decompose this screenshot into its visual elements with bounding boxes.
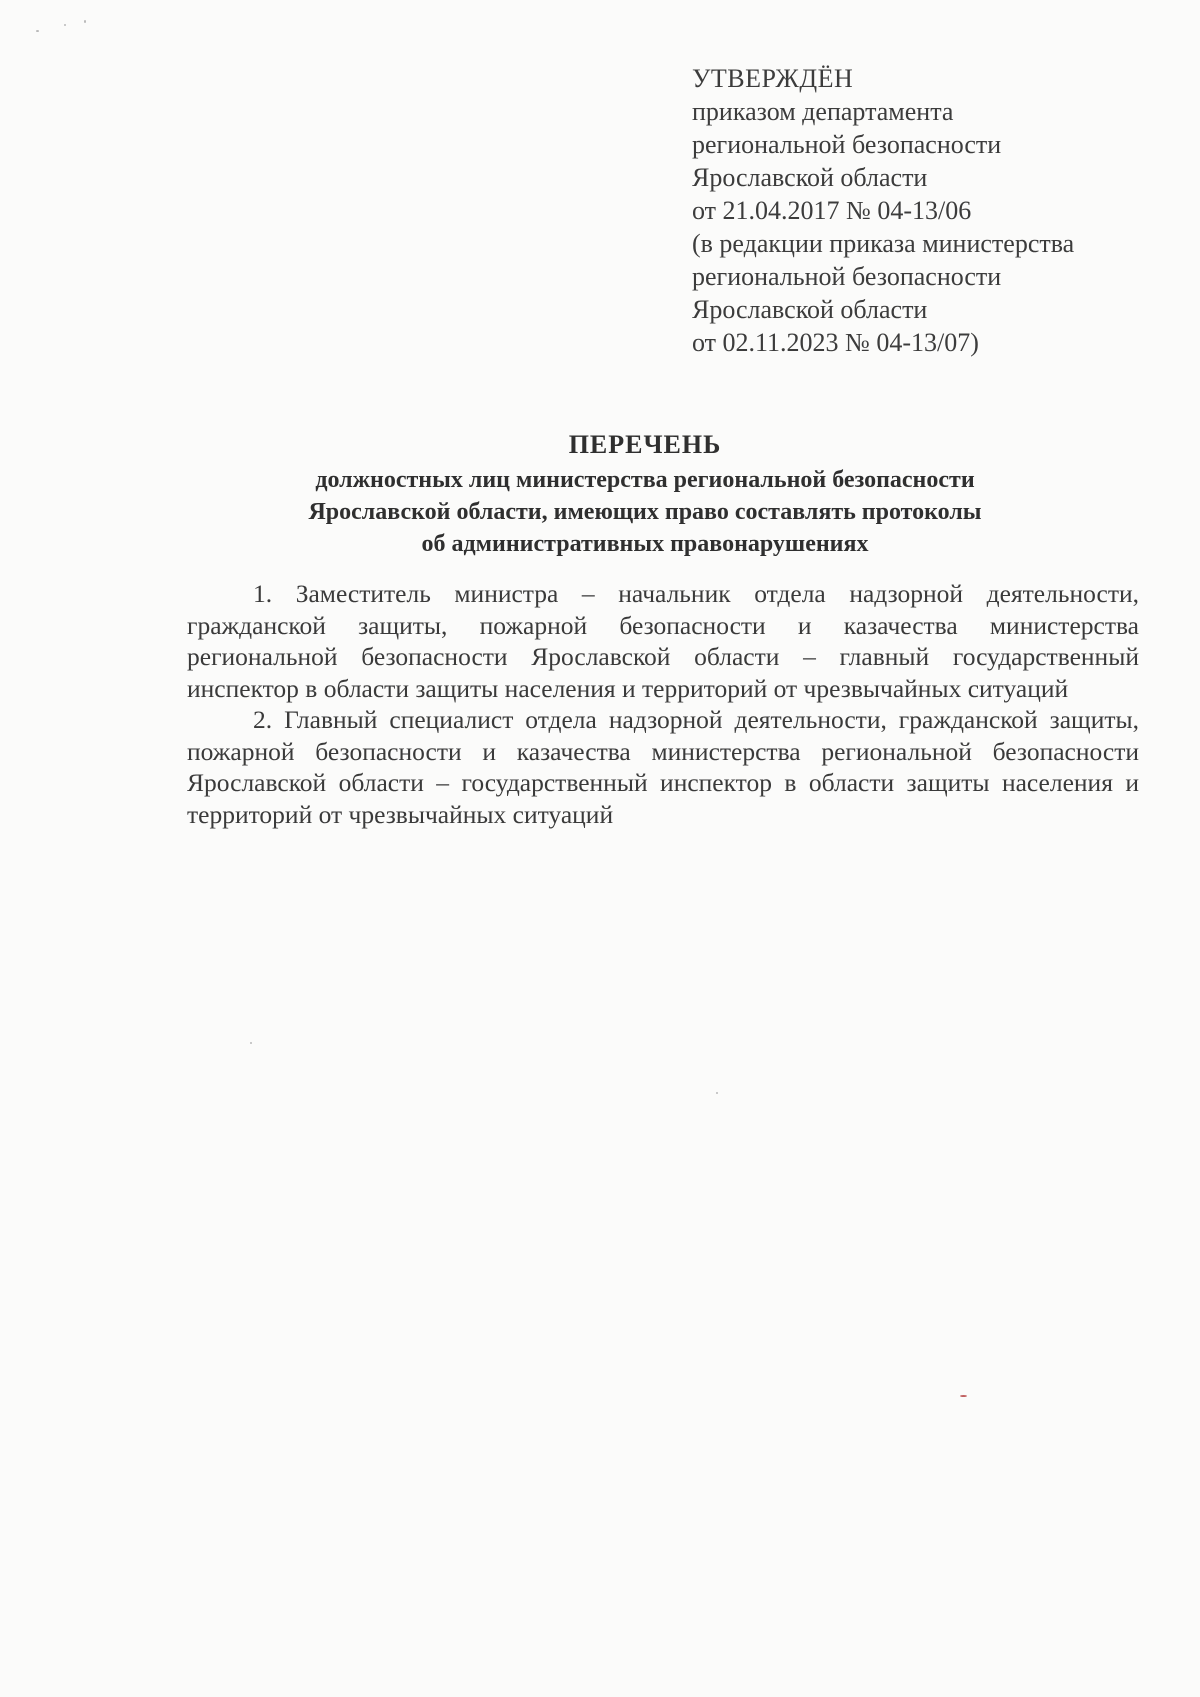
scan-speck [960, 1395, 967, 1397]
scan-speck [250, 1042, 252, 1044]
approval-line: региональной безопасности [692, 130, 1002, 159]
document-title [180, 428, 1110, 560]
list-item: 1. Заместитель министра – начальник отдела надзорной деятельности, гражданской защиты, пожарной безопасности и казачества министерства региональной безопасности Ярославской области – главный государственный инспектор в области защиты населения и территорий от чрезвычайных ситуаций [187, 579, 1139, 703]
scan-speck [84, 20, 86, 23]
title-subline: Ярославской области, имеющих право составлять протоколы [308, 499, 982, 525]
approval-line: (в редакции приказа министерства [692, 229, 1075, 258]
scan-speck [716, 1092, 718, 1094]
approval-line: Ярославской области [692, 295, 928, 324]
approval-line: региональной безопасности [692, 262, 1002, 291]
title-main: ПЕРЕЧЕНЬ [568, 430, 722, 459]
approval-amendment-date: от 02.11.2023 № 04-13/07) [692, 328, 979, 357]
approval-stamp-block [692, 62, 1112, 359]
approval-line: приказом департамента [692, 97, 954, 126]
approval-order-date: от 21.04.2017 № 04-13/06 [692, 196, 972, 225]
approval-line: Ярославской области [692, 163, 928, 192]
scan-speck [64, 24, 66, 26]
title-subline: должностных лиц министерства региональной безопасности [315, 467, 975, 493]
approval-heading: УТВЕРЖДЁН [692, 64, 854, 93]
list-item: 2. Главный специалист отдела надзорной деятельности, гражданской защиты, пожарной безопасности и казачества министерства региональной безопасности Ярославской области – государственный инспектор в области защиты населения и территорий от чрезвычайных ситуаций [187, 705, 1139, 829]
scan-speck [36, 30, 39, 32]
title-subline: об административных правонарушениях [421, 531, 869, 557]
list-body [187, 578, 1139, 830]
